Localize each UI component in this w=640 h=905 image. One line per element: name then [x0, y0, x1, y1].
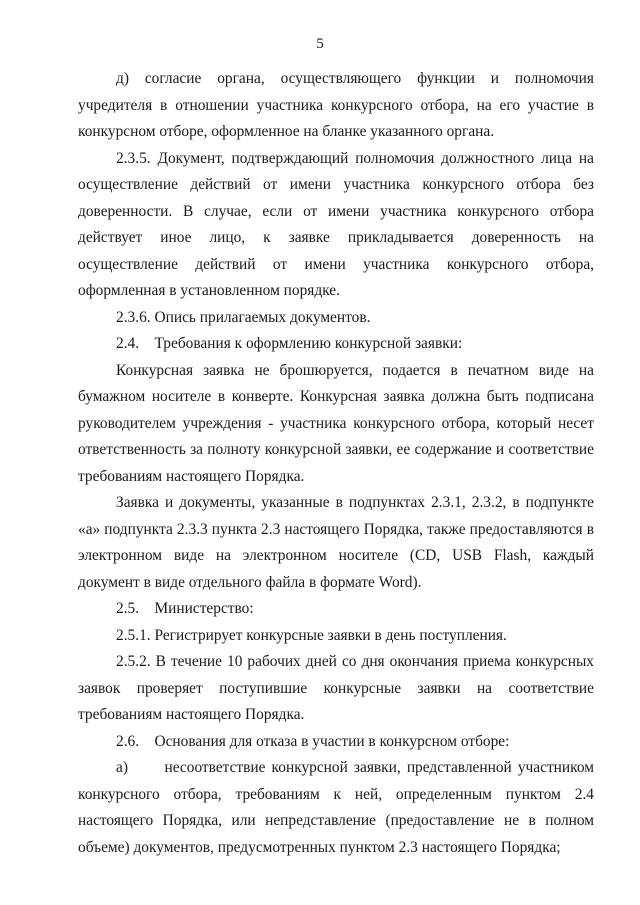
page-number: 5 — [316, 36, 324, 52]
paragraph-2-3-5: 2.3.5. Документ, подтверждающий полномочия должностного лица на осуществление действий от имени участника конкурсного отбора без доверенности. В случае, если от имени участника конкурсного отбора действует иное лицо, к заявке прикладывается доверенность на осуществление действий от имени участника конкурсного отбора, оформленная в установленном порядке. — [78, 149, 594, 299]
paragraph-2-6-a: а) несоответствие конкурсной заявки, представленной участником конкурсного отбора, требованиям к ней, определенным пунктом 2.4 настоящего Порядка, или непредставление (предоставление не в полном объеме) документов, предусмотренных пунктом 2.3 настоящего Порядка; — [78, 759, 598, 856]
paragraph-2-5: 2.5. Министерство: — [116, 600, 254, 617]
document-body — [78, 66, 598, 861]
paragraph-application-format: Конкурсная заявка не брошюруется, подается в печатном виде на бумажном носителе в конверте. Конкурсная заявка должна быть подписана руководителем учреждения - участника конкурсного отбора, который несет ответственность за полноту конкурсной заявки, ее содержание и соответствие требованиям настоящего Порядка. — [78, 361, 594, 485]
paragraph-2-3-6: 2.3.6. Опись прилагаемых документов. — [116, 308, 371, 326]
paragraph-2-4: 2.4. Требования к оформлению конкурсной заявки: — [116, 335, 463, 352]
paragraph-consent: д) согласие органа, осуществляющего функции и полномочия учредителя в отношении участника конкурсного отбора, на его участие в конкурсном отборе, оформленное на бланке указанного органа. — [78, 70, 594, 140]
paragraph-2-6: 2.6. Основания для отказа в участии в конкурсном отборе: — [116, 732, 510, 750]
paragraph-electronic-copy: Заявка и документы, указанные в подпунктах 2.3.1, 2.3.2, в подпункте «а» подпункта 2.3.3 пункта 2.3 настоящего Порядка, также предоставляются в электронном виде на электронном носителе (CD, USB Flash, каждый документ в виде отдельного файла в формате Word). — [78, 494, 594, 591]
paragraph-2-5-2: 2.5.2. В течение 10 рабочих дней со дня окончания приема конкурсных заявок проверяет поступившие конкурсные заявки на соответствие требованиям настоящего Порядка. — [78, 653, 594, 723]
paragraph-2-5-1: 2.5.1. Регистрирует конкурсные заявки в день поступления. — [116, 626, 507, 644]
